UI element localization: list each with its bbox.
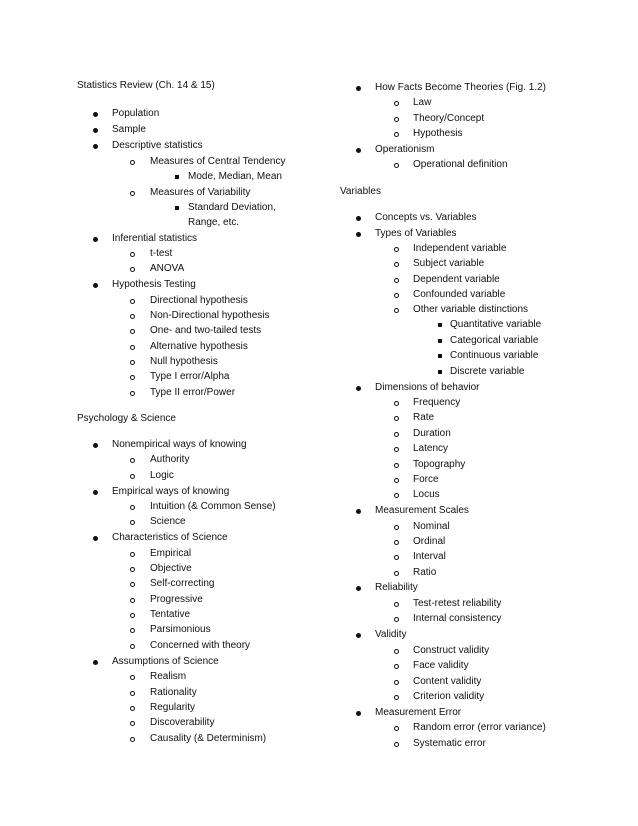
outline-item: Intuition (& Common Sense) [150,501,276,512]
outline-item: Operational definition [413,159,508,170]
bullet-circle-icon [394,664,399,669]
outline-item: Realism [150,671,187,682]
outline-item: t-test [150,248,173,259]
outline-item: Confounded variable [413,289,506,300]
bullet-circle-icon [394,726,399,731]
bullet-circle-icon [130,375,135,380]
outline-item: Logic [150,470,174,481]
outline-item: Objective [150,563,192,574]
outline-item: Non-Directional hypothesis [150,310,270,321]
bullet-square-icon [438,339,442,343]
bullet-circle-icon [130,160,135,165]
outline-item: Authority [150,454,190,465]
outline-item: Theory/Concept [413,113,485,124]
bullet-circle-icon [394,117,399,122]
outline-item: Directional hypothesis [150,295,248,306]
outline-item: Hypothesis Testing [112,279,196,290]
outline-item: Latency [413,443,449,454]
outline-item: Rationality [150,687,197,698]
bullet-circle-icon [394,278,399,283]
bullet-disc-icon [93,490,98,495]
bullet-circle-icon [130,299,135,304]
outline-item: Concepts vs. Variables [375,212,477,223]
bullet-disc-icon [356,711,361,716]
bullet-circle-icon [394,695,399,700]
bullet-square-icon [438,323,442,327]
bullet-circle-icon [130,345,135,350]
bullet-circle-icon [130,613,135,618]
bullet-circle-icon [394,293,399,298]
outline-item: Alternative hypothesis [150,341,248,352]
bullet-circle-icon [394,308,399,313]
section-heading: Psychology & Science [77,413,176,424]
bullet-circle-icon [130,252,135,257]
bullet-circle-icon [130,628,135,633]
bullet-circle-icon [394,463,399,468]
outline-item: Discoverability [150,717,215,728]
bullet-circle-icon [130,721,135,726]
outline-item: Null hypothesis [150,356,218,367]
outline-item: ANOVA [150,263,185,274]
outline-item: Characteristics of Science [112,532,228,543]
outline-item: Measurement Error [375,707,462,718]
outline-item: Empirical ways of knowing [112,486,230,497]
bullet-circle-icon [130,520,135,525]
section-heading: Variables [340,186,381,197]
bullet-circle-icon [394,432,399,437]
outline-item: Self-correcting [150,578,215,589]
bullet-circle-icon [130,391,135,396]
bullet-disc-icon [356,86,361,91]
outline-item: Nominal [413,521,450,532]
outline-item: Ratio [413,567,437,578]
outline-item: Nonempirical ways of knowing [112,439,247,450]
outline-item: Discrete variable [450,366,525,377]
outline-item: Mode, Median, Mean [188,171,282,182]
bullet-circle-icon [130,505,135,510]
bullet-disc-icon [356,386,361,391]
outline-item: Types of Variables [375,228,457,239]
outline-item: Operationism [375,144,435,155]
bullet-circle-icon [130,737,135,742]
bullet-circle-icon [394,525,399,530]
bullet-square-icon [175,206,179,210]
bullet-circle-icon [394,478,399,483]
outline-item: Test-retest reliability [413,598,502,609]
bullet-square-icon [438,370,442,374]
outline-item: Continuous variable [450,350,539,361]
outline-item: Internal consistency [413,613,502,624]
outline-item: Population [112,108,160,119]
bullet-circle-icon [130,691,135,696]
bullet-circle-icon [130,552,135,557]
section-heading: Statistics Review (Ch. 14 & 15) [77,80,215,91]
bullet-circle-icon [394,742,399,747]
outline-item: How Facts Become Theories (Fig. 1.2) [375,82,546,93]
bullet-circle-icon [130,598,135,603]
bullet-circle-icon [130,329,135,334]
outline-item: Reliability [375,582,418,593]
outline-item: Measurement Scales [375,505,469,516]
bullet-circle-icon [130,267,135,272]
outline-item: Parsimonious [150,624,211,635]
outline-item: Frequency [413,397,461,408]
bullet-circle-icon [394,555,399,560]
bullet-disc-icon [93,112,98,117]
bullet-disc-icon [356,216,361,221]
bullet-disc-icon [356,232,361,237]
outline-item: Force [413,474,439,485]
outline-item: Criterion validity [413,691,485,702]
bullet-circle-icon [130,191,135,196]
outline-item: Duration [413,428,451,439]
bullet-disc-icon [356,148,361,153]
bullet-disc-icon [356,633,361,638]
outline-item: Sample [112,124,146,135]
bullet-disc-icon [93,144,98,149]
outline-item: Progressive [150,594,203,605]
bullet-circle-icon [394,447,399,452]
outline-item: Locus [413,489,440,500]
outline-item: Quantitative variable [450,319,542,330]
outline-item: Regularity [150,702,196,713]
outline-item: Tentative [150,609,191,620]
outline-item: Construct validity [413,645,490,656]
bullet-disc-icon [93,283,98,288]
bullet-circle-icon [394,680,399,685]
bullet-circle-icon [394,571,399,576]
bullet-disc-icon [356,586,361,591]
outline-item: Other variable distinctions [413,304,529,315]
outline-item: Systematic error [413,738,486,749]
outline-item: Concerned with theory [150,640,251,651]
outline-item: Type II error/Power [150,387,236,398]
outline-item: Rate [413,412,435,423]
bullet-disc-icon [93,443,98,448]
bullet-square-icon [175,175,179,179]
outline-item: Range, etc. [188,217,240,228]
bullet-circle-icon [394,101,399,106]
bullet-circle-icon [130,567,135,572]
bullet-circle-icon [394,540,399,545]
bullet-circle-icon [130,314,135,319]
outline-item: Topography [413,459,466,470]
outline-item: Law [413,97,432,108]
bullet-circle-icon [394,617,399,622]
bullet-disc-icon [93,536,98,541]
outline-item: Descriptive statistics [112,140,203,151]
bullet-circle-icon [394,416,399,421]
outline-item: Type I error/Alpha [150,371,230,382]
outline-item: Assumptions of Science [112,656,219,667]
bullet-circle-icon [394,401,399,406]
bullet-disc-icon [93,237,98,242]
bullet-circle-icon [394,247,399,252]
outline-item: Subject variable [413,258,485,269]
outline-item: Inferential statistics [112,233,198,244]
outline-item: Empirical [150,548,192,559]
outline-item: Categorical variable [450,335,539,346]
outline-item: Measures of Variability [150,187,251,198]
outline-item: One- and two-tailed tests [150,325,262,336]
bullet-square-icon [438,354,442,358]
bullet-circle-icon [394,649,399,654]
bullet-circle-icon [394,132,399,137]
bullet-circle-icon [394,163,399,168]
outline-item: Independent variable [413,243,507,254]
outline-item: Dimensions of behavior [375,382,480,393]
bullet-circle-icon [130,675,135,680]
outline-item: Content validity [413,676,482,687]
outline-item: Dependent variable [413,274,500,285]
outline-item: Validity [375,629,407,640]
outline-item: Hypothesis [413,128,463,139]
outline-item: Causality (& Determinism) [150,733,267,744]
outline-item: Random error (error variance) [413,722,546,733]
outline-item: Interval [413,551,446,562]
bullet-circle-icon [130,360,135,365]
outline-item: Ordinal [413,536,446,547]
bullet-circle-icon [130,582,135,587]
bullet-circle-icon [130,458,135,463]
bullet-circle-icon [130,706,135,711]
bullet-circle-icon [394,493,399,498]
bullet-disc-icon [93,660,98,665]
bullet-circle-icon [394,262,399,267]
outline-item: Face validity [413,660,469,671]
bullet-circle-icon [130,474,135,479]
outline-item: Standard Deviation, [188,202,276,213]
outline-item: Science [150,516,186,527]
outline-item: Measures of Central Tendency [150,156,286,167]
bullet-disc-icon [93,128,98,133]
bullet-circle-icon [394,602,399,607]
bullet-circle-icon [130,644,135,649]
bullet-disc-icon [356,509,361,514]
